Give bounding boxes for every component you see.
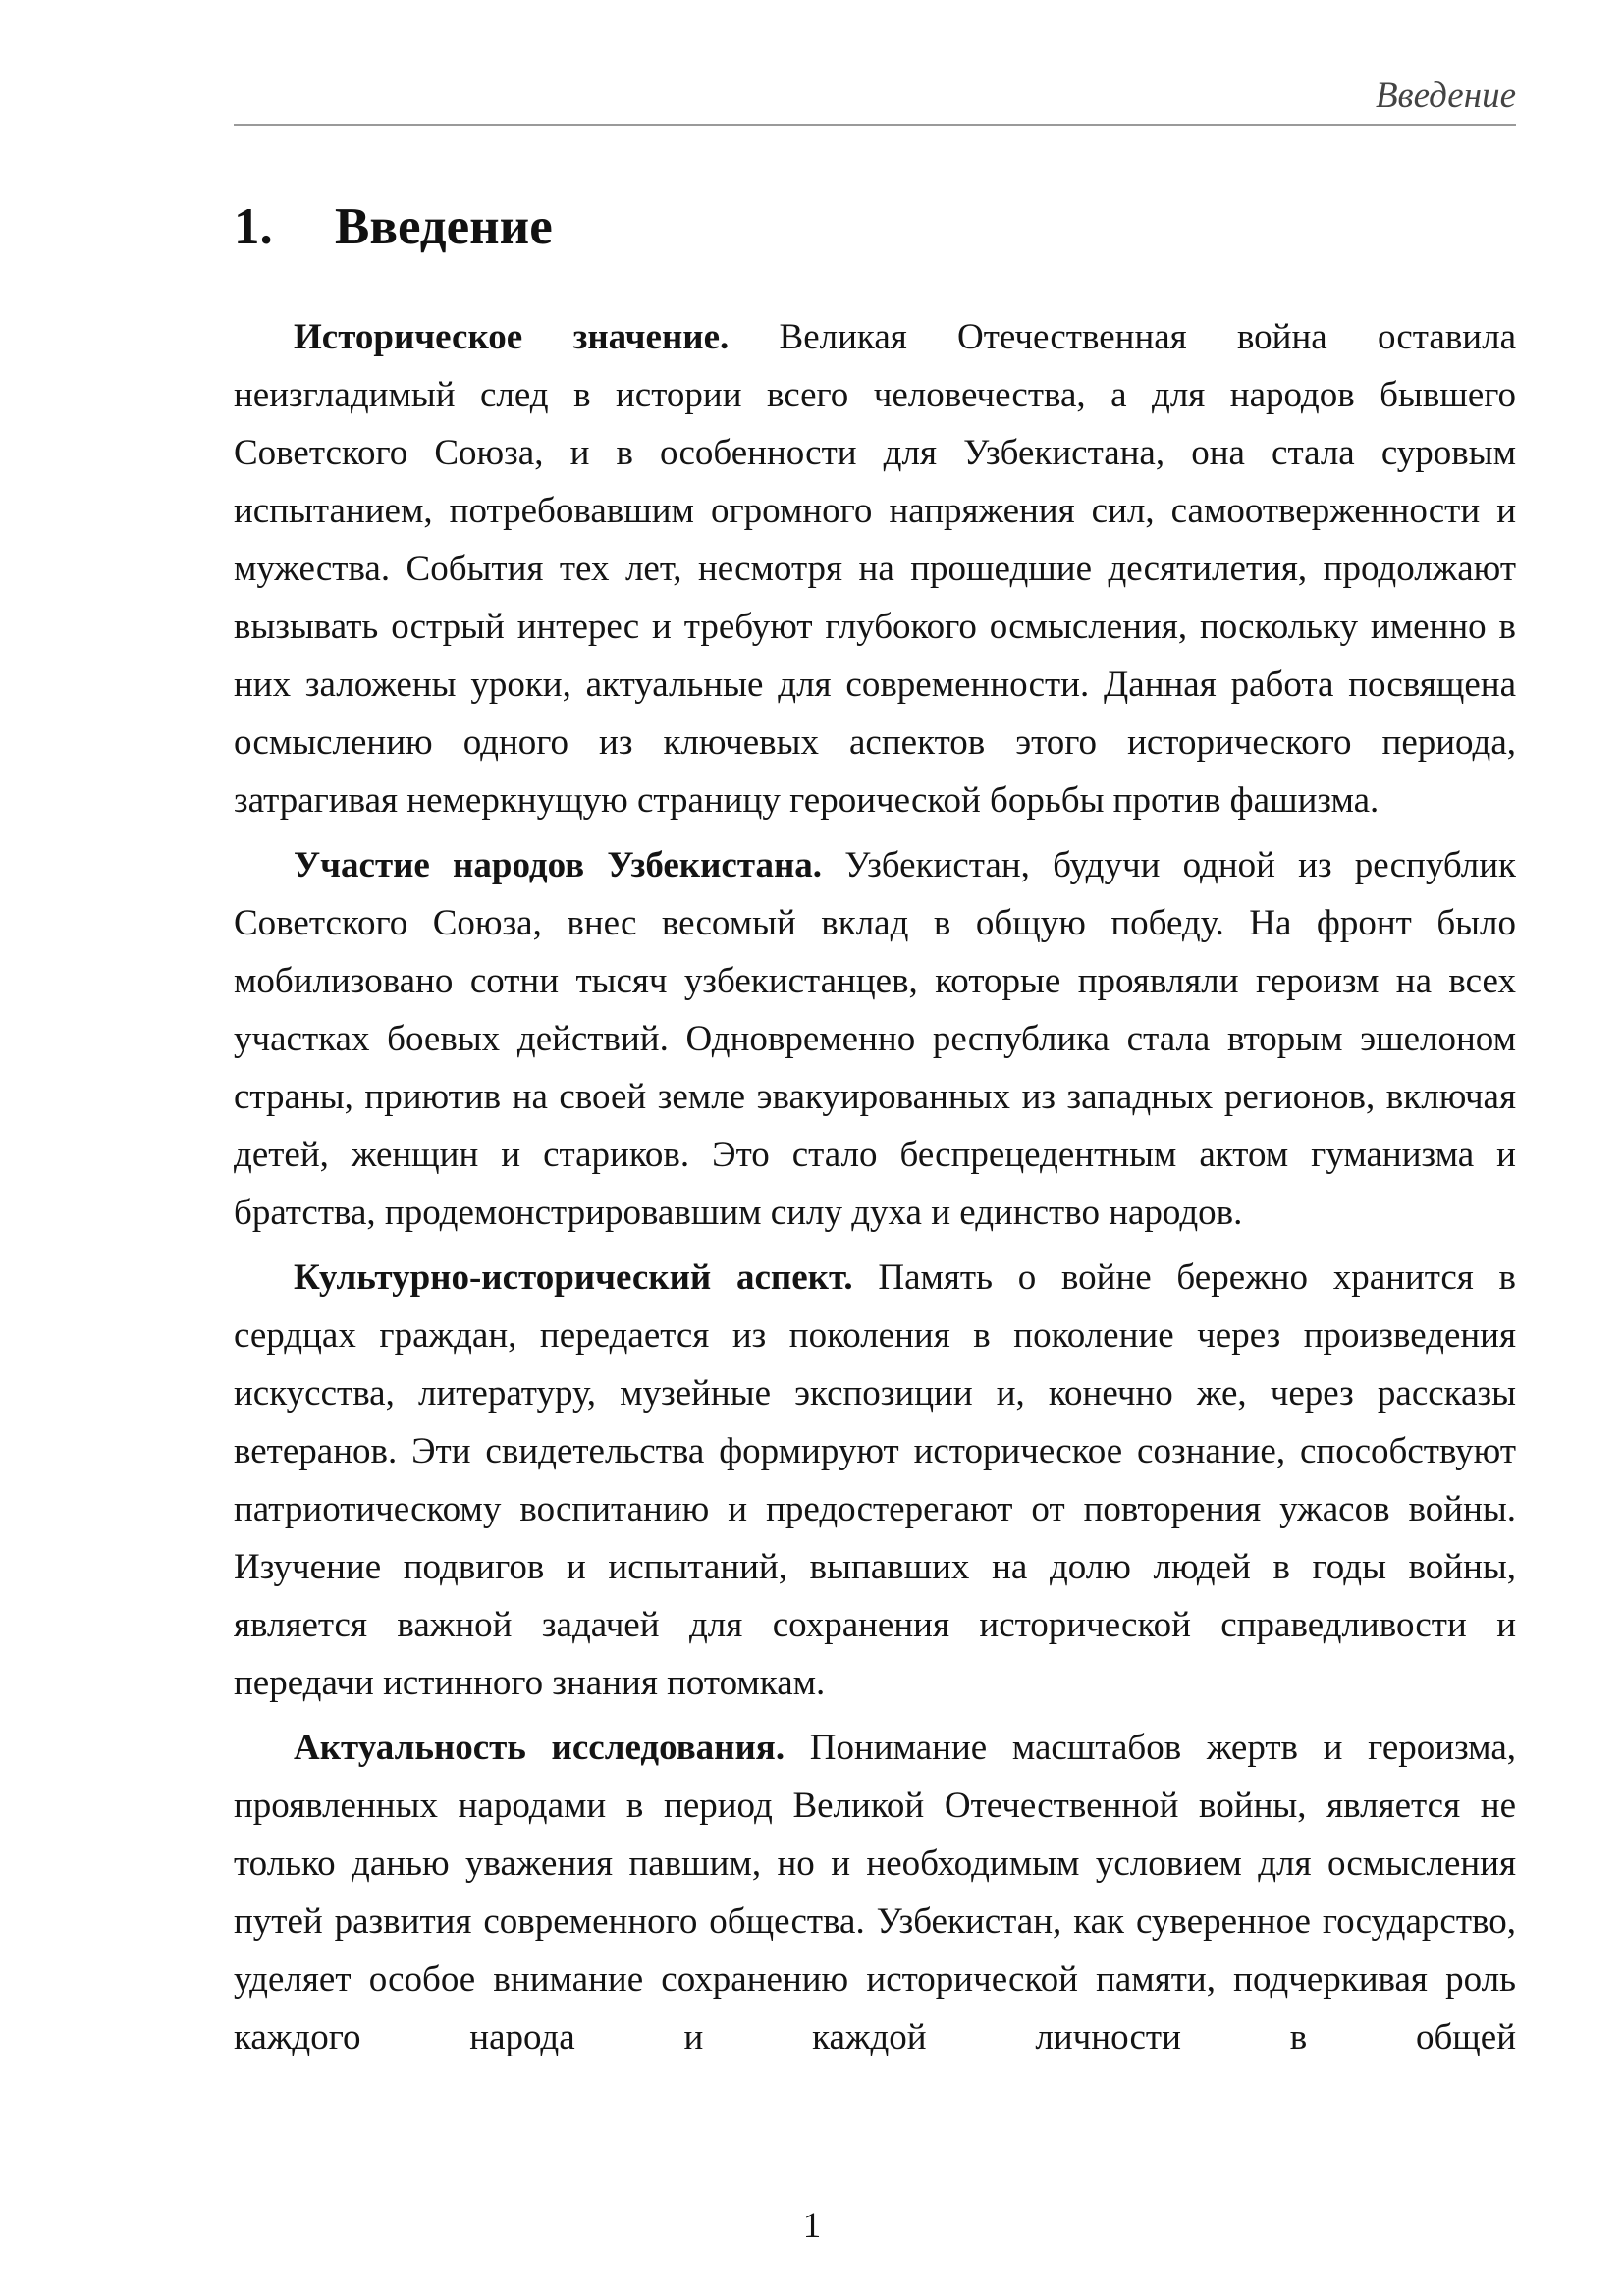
body-text bbox=[234, 308, 1516, 2073]
paragraph-uzbekistan-participation bbox=[234, 836, 1516, 1242]
running-header bbox=[234, 73, 1516, 126]
paragraph-text: Узбекистан, будучи одной из республик Советского Союза, внес весомый вклад в общую победу. На фронт было мобилизовано сотни тысяч узбекистанцев, которые проявляли героизм на всех участках боевых действий. Одновременно республика стала вторым эшелоном страны, приютив на своей земле эвакуированных из западных регионов, включая детей, женщин и стариков. Это стало беспрецедентным актом гуманизма и братства, продемонстрировавшим силу духа и единство народов. bbox=[234, 845, 1516, 1233]
paragraph-lead: Историческое значение. bbox=[294, 317, 730, 357]
chapter-number: 1. bbox=[234, 198, 273, 255]
page-number: 1 bbox=[802, 2206, 822, 2246]
chapter-heading bbox=[234, 196, 553, 259]
paragraph-text: Память о войне бережно хранится в сердцах граждан, передается из поколения в поколение через произведения искусства, литературу, музейные экспозиции и, конечно же, через рассказы ветеранов. Эти свидетельства формируют историческое сознание, способствуют патриотическому воспитанию и предостерегают от повторения ужасов войны. Изучение подвигов и испытаний, выпавших на долю людей в годы войны, является важной задачей для сохранения исторической справедливости и передачи истинного знания потомкам. bbox=[234, 1257, 1517, 1703]
paragraph-research-relevance bbox=[234, 1719, 1516, 2066]
running-header-title: Введение bbox=[1375, 76, 1516, 116]
paragraph-lead: Культурно-исторический аспект. bbox=[294, 1257, 853, 1298]
paragraph-lead: Участие народов Узбекистана. bbox=[294, 845, 823, 885]
paragraph-text: Понимание масштабов жертв и героизма, проявленных народами в период Великой Отечественной войны, является не только данью уважения павшим, но и необходимым условием для осмысления путей развития современного общества. Узбекистан, как суверенное государство, уделяет особое внимание сохранению исторической памяти, подчеркивая роль каждого народа и каждой личности в общей bbox=[234, 1728, 1516, 2057]
chapter-title: Введение bbox=[335, 198, 553, 255]
paragraph-text: Великая Отечественная война оставила неизгладимый след в истории всего человечества, а для народов бывшего Советского Союза, и в особенности для Узбекистана, она стала суровым испытанием, потребовавшим огромного напряжения сил, самоотверженности и мужества. События тех лет, несмотря на прошедшие десятилетия, продолжают вызывать острый интерес и требуют глубокого осмысления, поскольку именно в них заложены уроки, актуальные для современности. Данная работа посвящена осмыслению одного из ключевых аспектов этого исторического периода, затрагивая немеркнущую страницу героической борьбы против фашизма. bbox=[234, 317, 1516, 821]
paragraph-cultural-historical-aspect bbox=[234, 1249, 1516, 1712]
paragraph-historical-significance bbox=[234, 308, 1516, 829]
paragraph-lead: Актуальность исследования. bbox=[294, 1728, 785, 1768]
